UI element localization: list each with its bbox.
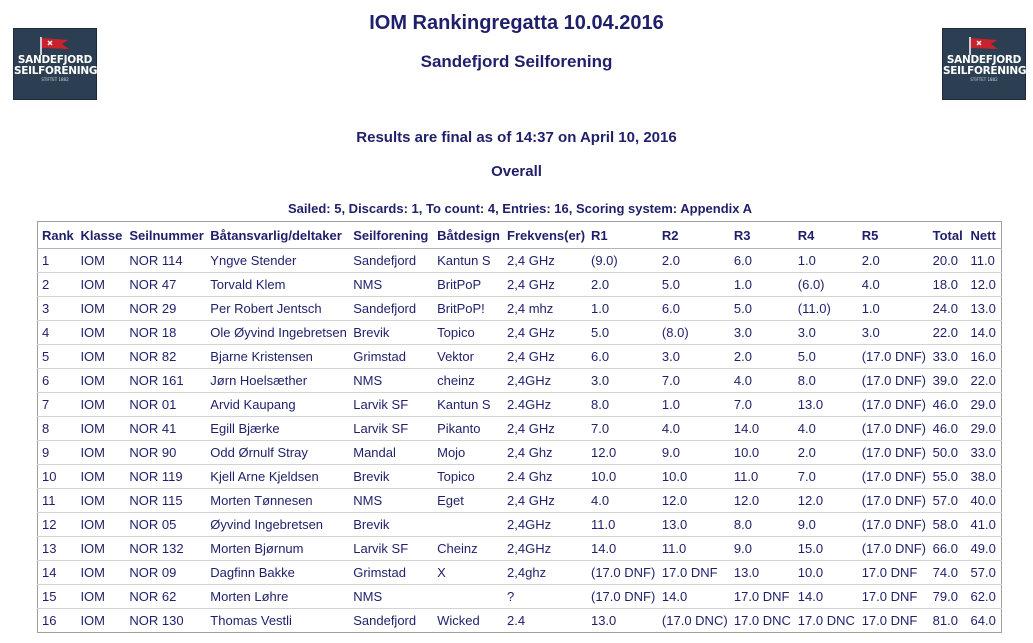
table-cell: Jørn Hoelsæther (206, 369, 349, 393)
table-cell: Sandefjord (349, 249, 433, 273)
table-row (38, 321, 1002, 345)
table-header-row (38, 222, 1002, 249)
table-cell: 17.0 DNF (858, 585, 929, 609)
table-cell: 10 (38, 465, 77, 489)
results-table (37, 221, 1002, 633)
section-heading: Overall (491, 163, 542, 180)
table-cell: Ole Øyvind Ingebretsen (206, 321, 349, 345)
table-cell: 1.0 (730, 273, 794, 297)
table-cell: 4.0 (658, 417, 730, 441)
table-cell: 2,4 GHz (503, 273, 587, 297)
table-cell: 2 (38, 273, 77, 297)
table-cell: 13.0 (590, 613, 617, 628)
table-cell: 40.0 (967, 489, 1002, 513)
table-cell: Dagfinn Bakke (206, 561, 349, 585)
table-row (38, 345, 1002, 369)
table-cell: 6.0 (658, 297, 730, 321)
table-cell: 20.0 (929, 249, 967, 273)
table-cell: Øyvind Ingebretsen (206, 513, 349, 537)
table-cell: 12 (38, 513, 77, 537)
table-cell: 33.0 (967, 441, 1002, 465)
table-cell: 29.0 (967, 393, 1002, 417)
table-cell: IOM (76, 393, 125, 417)
table-cell: 29.0 (967, 417, 1002, 441)
table-cell: Bjarne Kristensen (206, 345, 349, 369)
column-header: Båtdesign (433, 222, 503, 249)
table-cell: 2.0 (858, 249, 929, 273)
table-cell: 17.0 DNF (730, 585, 794, 609)
table-cell: 81.0 (932, 613, 958, 628)
table-cell: IOM (76, 249, 125, 273)
table-cell: 17.0 DNC (797, 613, 855, 628)
table-cell (433, 585, 503, 609)
table-cell: 12.0 (658, 489, 730, 513)
logo-line-2: SEILFORENING (943, 65, 1027, 77)
table-cell: IOM (76, 417, 125, 441)
table-cell: 2,4GHz (503, 537, 587, 561)
table-row (38, 585, 1002, 609)
table-cell: NOR 47 (125, 273, 206, 297)
table-cell: IOM (76, 489, 125, 513)
table-cell: 4.0 (858, 273, 929, 297)
table-cell: Arvid Kaupang (206, 393, 349, 417)
table-cell: IOM (76, 297, 125, 321)
table-cell: 11.0 (730, 465, 794, 489)
table-cell: NOR 114 (125, 249, 206, 273)
table-cell: 9.0 (658, 441, 730, 465)
table-cell: NMS (349, 273, 433, 297)
table-cell: Mojo (433, 441, 503, 465)
table-cell: 5.0 (794, 345, 858, 369)
table-cell: (17.0 DNF) (858, 369, 929, 393)
table-cell: Grimstad (349, 345, 433, 369)
logo-line-1: SANDEFJORD (946, 54, 1022, 66)
table-cell: 39.0 (929, 369, 967, 393)
table-cell: 2,4 GHz (503, 417, 587, 441)
table-cell: 11.0 (967, 249, 1002, 273)
table-cell: 2,4 Ghz (503, 441, 587, 465)
table-cell: NOR 119 (125, 465, 206, 489)
table-cell: 58.0 (929, 513, 967, 537)
column-header: Nett (967, 222, 1002, 249)
table-cell: (17.0 DNF) (858, 393, 929, 417)
table-cell: 74.0 (929, 561, 967, 585)
table-cell: (17.0 DNF) (858, 345, 929, 369)
table-cell: 2,4 GHz (503, 249, 587, 273)
table-cell: NOR 01 (125, 393, 206, 417)
table-row (38, 489, 1002, 513)
table-row (38, 249, 1002, 273)
page-title: IOM Rankingregatta 10.04.2016 (369, 12, 664, 34)
table-cell: 38.0 (967, 465, 1002, 489)
table-cell: Odd Ørnulf Stray (206, 441, 349, 465)
column-header: R3 (730, 222, 794, 249)
table-cell: Kjell Arne Kjeldsen (206, 465, 349, 489)
table-cell: Larvik SF (349, 417, 433, 441)
table-cell: 14 (38, 561, 77, 585)
table-cell: NOR 18 (125, 321, 206, 345)
logo-line-3: STIFTET 1882 (970, 77, 998, 82)
table-cell: Thomas Vestli (210, 613, 292, 628)
table-cell: IOM (76, 273, 125, 297)
table-cell: 22.0 (967, 369, 1002, 393)
table-cell: Yngve Stender (206, 249, 349, 273)
table-cell: 2,4 GHz (503, 345, 587, 369)
table-cell: 2.4 Ghz (503, 465, 587, 489)
table-cell: Topico (433, 321, 503, 345)
table-cell: IOM (76, 441, 125, 465)
table-cell: IOM (76, 513, 125, 537)
table-cell: (17.0 DNF) (858, 465, 929, 489)
table-cell: 62.0 (967, 585, 1002, 609)
table-cell: 5.0 (730, 297, 794, 321)
table-cell: Pikanto (433, 417, 503, 441)
table-cell: 8.0 (730, 513, 794, 537)
table-cell: 14.0 (794, 585, 858, 609)
table-cell: (9.0) (587, 249, 658, 273)
table-cell: (17.0 DNF) (858, 489, 929, 513)
table-cell: 9.0 (730, 537, 794, 561)
table-cell: 2.0 (587, 273, 658, 297)
table-cell: 13.0 (730, 561, 794, 585)
table-cell: 3 (38, 297, 77, 321)
table-cell: Topico (433, 465, 503, 489)
table-cell: Sandefjord (353, 613, 417, 628)
table-cell: NOR 161 (125, 369, 206, 393)
table-cell: 3.0 (587, 369, 658, 393)
table-cell: 6.0 (587, 345, 658, 369)
table-row (38, 561, 1002, 585)
table-cell: 12.0 (587, 441, 658, 465)
table-cell: Vektor (433, 345, 503, 369)
table-cell: 5.0 (587, 321, 658, 345)
table-cell: 16 (42, 613, 57, 628)
table-cell: (17.0 DNF) (587, 585, 658, 609)
table-cell: 6.0 (730, 249, 794, 273)
table-cell: 15.0 (794, 537, 858, 561)
table-cell: Cheinz (433, 537, 503, 561)
table-cell: 17.0 DNF (861, 613, 918, 628)
table-cell: 50.0 (929, 441, 967, 465)
table-cell: 64.0 (970, 613, 996, 628)
table-cell: NOR 09 (125, 561, 206, 585)
table-cell: (17.0 DNF) (858, 537, 929, 561)
table-cell: NOR 130 (129, 613, 184, 628)
column-header: Båtansvarlig/deltaker (206, 222, 349, 249)
table-cell: 1.0 (858, 297, 929, 321)
table-cell: Eget (433, 489, 503, 513)
table-cell: 7.0 (730, 393, 794, 417)
table-cell: NMS (349, 489, 433, 513)
table-cell: 57.0 (929, 489, 967, 513)
results-status: Results are final as of 14:37 on April 10, 2016 (356, 129, 677, 146)
table-row (38, 465, 1002, 489)
table-cell: 49.0 (967, 537, 1002, 561)
table-cell: ? (503, 585, 587, 609)
column-header: R4 (794, 222, 858, 249)
table-cell: 12.0 (967, 273, 1002, 297)
table-row (38, 369, 1002, 393)
table-cell: 9.0 (794, 513, 858, 537)
table-cell: 1.0 (794, 249, 858, 273)
table-cell: Brevik (349, 321, 433, 345)
table-cell: 8.0 (587, 393, 658, 417)
table-cell: IOM (76, 465, 125, 489)
table-cell (433, 513, 503, 537)
table-cell: 5 (38, 345, 77, 369)
table-cell: 11 (38, 489, 77, 513)
table-cell: Egill Bjærke (206, 417, 349, 441)
table-cell: 3.0 (858, 321, 929, 345)
table-cell: BritPoP (433, 273, 503, 297)
table-cell: 12.0 (794, 489, 858, 513)
table-cell: 11.0 (587, 513, 658, 537)
table-cell: 4 (38, 321, 77, 345)
table-row (38, 297, 1002, 321)
table-cell: Morten Løhre (206, 585, 349, 609)
column-header: R5 (858, 222, 929, 249)
table-cell: Mandal (349, 441, 433, 465)
table-cell: NOR 82 (125, 345, 206, 369)
table-cell: Morten Tønnesen (206, 489, 349, 513)
table-cell: 5.0 (658, 273, 730, 297)
table-cell: 10.0 (730, 441, 794, 465)
table-row (38, 417, 1002, 441)
table-cell: 3.0 (658, 345, 730, 369)
table-cell: (11.0) (794, 297, 858, 321)
table-cell: NOR 132 (125, 537, 206, 561)
table-cell: 2.4GHz (503, 393, 587, 417)
table-cell: NOR 115 (125, 489, 206, 513)
table-cell: 46.0 (929, 417, 967, 441)
table-cell: 14.0 (587, 537, 658, 561)
table-cell: 1.0 (658, 393, 730, 417)
column-header: Frekvens(er) (503, 222, 587, 249)
table-cell: Kantun S (433, 393, 503, 417)
table-cell: (17.0 DNF) (858, 417, 929, 441)
table-cell: 3.0 (730, 321, 794, 345)
table-cell: 17.0 DNF (858, 561, 929, 585)
table-cell: 12.0 (730, 489, 794, 513)
table-body (38, 249, 1002, 633)
table-cell: 2,4ghz (503, 561, 587, 585)
table-cell: 57.0 (967, 561, 1002, 585)
table-cell: 14.0 (658, 585, 730, 609)
table-cell: 7 (38, 393, 77, 417)
table-cell: IOM (80, 613, 105, 628)
table-cell: 14.0 (967, 321, 1002, 345)
column-header: R1 (587, 222, 658, 249)
table-cell: 41.0 (967, 513, 1002, 537)
table-cell: 13.0 (658, 513, 730, 537)
scoring-summary: Sailed: 5, Discards: 1, To count: 4, Entries: 16, Scoring system: Appendix A (287, 201, 753, 216)
table-cell: 10.0 (658, 465, 730, 489)
table-cell: 6 (38, 369, 77, 393)
table-cell: 2.0 (730, 345, 794, 369)
table-cell: IOM (76, 321, 125, 345)
table-cell: 9 (38, 441, 77, 465)
table-cell: 2.4 (507, 613, 526, 628)
table-row (38, 513, 1002, 537)
table-cell: 7.0 (794, 465, 858, 489)
table-cell: Sandefjord (349, 297, 433, 321)
table-cell: 46.0 (929, 393, 967, 417)
table-cell: Larvik SF (349, 393, 433, 417)
table-cell: 13.0 (967, 297, 1002, 321)
table-cell: 2,4 mhz (503, 297, 587, 321)
table-cell: 79.0 (929, 585, 967, 609)
column-header: R2 (658, 222, 730, 249)
table-cell: NMS (349, 369, 433, 393)
table-cell: Torvald Klem (206, 273, 349, 297)
table-cell: 55.0 (929, 465, 967, 489)
logo-line-3: STIFTET 1882 (41, 77, 69, 82)
page-subtitle: Sandefjord Seilforening (420, 52, 613, 71)
table-cell: 10.0 (794, 561, 858, 585)
table-row (38, 273, 1002, 297)
table-cell: 2,4GHz (503, 369, 587, 393)
table-cell: 22.0 (929, 321, 967, 345)
table-cell: Morten Bjørnum (206, 537, 349, 561)
table-cell: NMS (349, 585, 433, 609)
table-row (38, 609, 1002, 633)
column-header: Klasse (76, 222, 125, 249)
table-cell: Brevik (349, 465, 433, 489)
table-cell: 4.0 (794, 417, 858, 441)
table-cell: 10.0 (587, 465, 658, 489)
table-cell: 66.0 (929, 537, 967, 561)
table-cell: 16.0 (967, 345, 1002, 369)
table-cell: NOR 62 (125, 585, 206, 609)
logo-line-1: SANDEFJORD (17, 54, 93, 66)
table-cell: Brevik (349, 513, 433, 537)
table-cell: cheinz (433, 369, 503, 393)
table-cell: 13.0 (794, 393, 858, 417)
table-cell: 33.0 (929, 345, 967, 369)
table-cell: (6.0) (794, 273, 858, 297)
table-cell: 1.0 (587, 297, 658, 321)
table-cell: 1 (38, 249, 77, 273)
table-cell: 24.0 (929, 297, 967, 321)
table-cell: 2,4GHz (503, 513, 587, 537)
table-cell: (17.0 DNC) (661, 613, 728, 628)
table-cell: NOR 05 (125, 513, 206, 537)
table-cell: 17.0 DNC (733, 613, 791, 628)
table-cell: 7.0 (587, 417, 658, 441)
table-cell: 14.0 (730, 417, 794, 441)
table-cell: NOR 29 (125, 297, 206, 321)
table-cell: X (433, 561, 503, 585)
table-cell: 18.0 (929, 273, 967, 297)
table-cell: Wicked (437, 613, 480, 628)
table-cell: Kantun S (433, 249, 503, 273)
table-cell: Grimstad (349, 561, 433, 585)
table-cell: (17.0 DNF) (858, 441, 929, 465)
table-cell: 2.0 (658, 249, 730, 273)
table-cell: 3.0 (794, 321, 858, 345)
table-cell: BritPoP! (433, 297, 503, 321)
column-header: Seilnummer (125, 222, 206, 249)
table-cell: NOR 41 (125, 417, 206, 441)
table-cell: 17.0 DNF (658, 561, 730, 585)
column-header: Seilforening (349, 222, 433, 249)
column-header: Rank (38, 222, 77, 249)
table-cell: Per Robert Jentsch (206, 297, 349, 321)
table-cell: 11.0 (658, 537, 730, 561)
table-cell: 4.0 (587, 489, 658, 513)
table-cell: IOM (76, 345, 125, 369)
table-cell: IOM (76, 537, 125, 561)
table-row (38, 393, 1002, 417)
table-cell: 13 (38, 537, 77, 561)
table-row (38, 537, 1002, 561)
table-row (38, 441, 1002, 465)
table-cell: (17.0 DNF) (858, 513, 929, 537)
table-cell: Larvik SF (349, 537, 433, 561)
table-cell: 4.0 (730, 369, 794, 393)
table-cell: IOM (76, 585, 125, 609)
table-cell: 15 (38, 585, 77, 609)
table-cell: IOM (76, 561, 125, 585)
table-cell: 2,4 GHz (503, 489, 587, 513)
table-cell: 7.0 (658, 369, 730, 393)
table-cell: (17.0 DNF) (587, 561, 658, 585)
table-cell: IOM (76, 369, 125, 393)
table-cell: NOR 90 (125, 441, 206, 465)
column-header: Total (929, 222, 967, 249)
table-cell: 8 (38, 417, 77, 441)
table-cell: (8.0) (658, 321, 730, 345)
table-cell: 2.0 (794, 441, 858, 465)
table-cell: 8.0 (794, 369, 858, 393)
table-cell: 2,4 GHz (503, 321, 587, 345)
logo-line-2: SEILFORENING (14, 65, 98, 77)
